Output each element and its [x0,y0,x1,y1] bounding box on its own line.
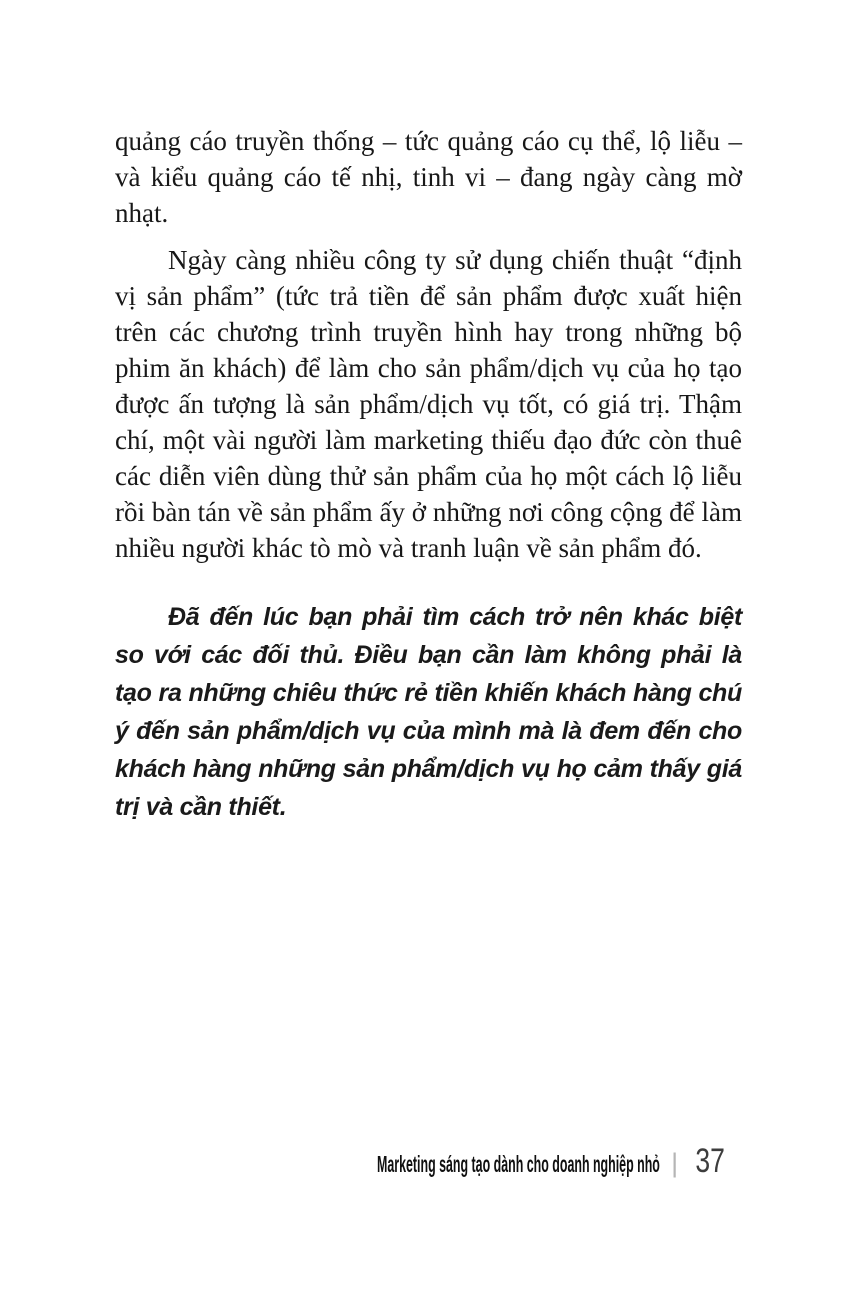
body-paragraph-1: quảng cáo truyền thống – tức quảng cáo cụ thể, lộ liễu – và kiểu quảng cáo tế nhị, tinh vi – đang ngày càng mờ nhạt. [115,126,742,228]
body-paragraph-emphasis: Đã đến lúc bạn phải tìm cách trở nên khác biệt so với các đối thủ. Điều bạn cần làm không phải là tạo ra những chiêu thức rẻ tiền khiến khách hàng chú ý đến sản phẩm/dịch vụ của mình mà là đem đến cho khách hàng những sản phẩm/dịch vụ họ cảm thấy giá trị và cần thiết. [115,603,742,821]
body-paragraph-2: Ngày càng nhiều công ty sử dụng chiến thuật “định vị sản phẩm” (tức trả tiền để sản phẩm được xuất hiện trên các chương trình truyền hình hay trong những bộ phim ăn khách) để làm cho sản phẩm/dịch vụ của họ tạo được ấn tượng là sản phẩm/dịch vụ tốt, có giá trị. Thậm chí, một vài người làm marketing thiếu đạo đức còn thuê các diễn viên dùng thử sản phẩm của họ một cách lộ liễu rồi bàn tán về sản phẩm ấy ở những nơi công cộng để làm nhiều người khác tò mò và tranh luận về sản phẩm đó. [115,245,742,563]
footer-book-title: Marketing sáng tạo dành cho doanh nghiệp nhỏ [377,1151,661,1177]
footer-page-number: 37 [695,1142,725,1180]
page-footer [136,1142,725,1181]
body-text-block [115,123,742,826]
footer-separator: | [671,1148,679,1178]
